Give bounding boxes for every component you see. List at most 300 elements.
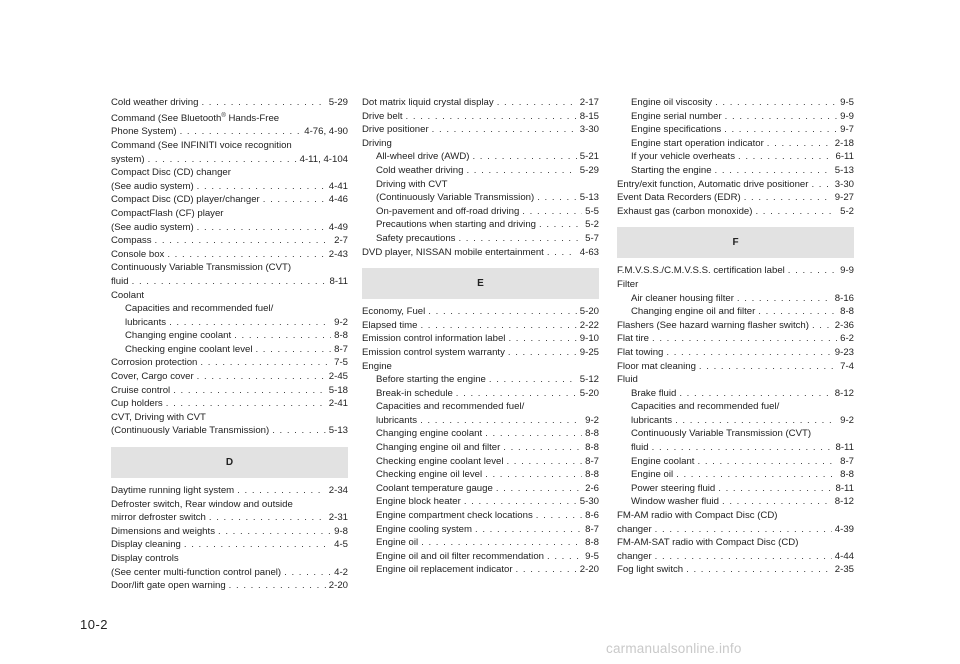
- entry-text: Engine: [362, 360, 392, 372]
- index-entry: [617, 278, 854, 292]
- index-subentry: [617, 427, 854, 454]
- entry-text: Engine oil: [376, 537, 419, 549]
- dot-leader: [472, 150, 576, 164]
- page-reference[interactable]: 6-2: [840, 333, 854, 345]
- dot-leader: [724, 123, 837, 137]
- page-reference[interactable]: 8-8: [585, 537, 599, 549]
- entry-text-line: [617, 509, 854, 523]
- entry-line: [111, 153, 348, 167]
- entry-text-line: [362, 360, 599, 374]
- entry-line: [376, 205, 599, 219]
- entry-text: Engine oil and oil filter recommendation: [376, 550, 544, 562]
- index-subentry: [617, 482, 854, 496]
- index-subentry: [362, 441, 599, 455]
- page-reference[interactable]: 2-20: [579, 564, 599, 576]
- dot-leader: [715, 164, 832, 178]
- entry-text: Capacities and recommended fuel/: [631, 401, 780, 413]
- entry-line: [111, 193, 348, 207]
- dot-leader: [420, 319, 576, 333]
- dot-leader: [155, 234, 332, 248]
- entry-line: [125, 343, 348, 357]
- entry-text: Flat towing: [617, 346, 664, 358]
- entry-text: Corrosion protection: [111, 357, 198, 369]
- entry-text: Air cleaner housing filter: [631, 292, 734, 304]
- entry-text: (See center multi-function control panel): [111, 566, 282, 578]
- entry-line: [376, 164, 599, 178]
- entry-text: Compact Disc (CD) player/changer: [111, 194, 260, 206]
- entry-text: CVT, Driving with CVT: [111, 411, 206, 423]
- entry-line: [111, 384, 348, 398]
- entry-line: [631, 110, 854, 124]
- dot-leader: [539, 218, 582, 232]
- page-reference[interactable]: 3-30: [579, 124, 599, 136]
- page-reference[interactable]: 8-11: [835, 442, 854, 454]
- entry-text: Coolant temperature gauge: [376, 482, 493, 494]
- entry-line: [376, 441, 599, 455]
- entry-text: Safety precautions: [376, 232, 456, 244]
- index-subentry: [617, 400, 854, 427]
- entry-text: (See audio system): [111, 221, 194, 233]
- entry-text: FM-AM-SAT radio with Compact Disc (CD): [617, 537, 799, 549]
- page-reference[interactable]: 4-5: [334, 539, 348, 551]
- entry-text: Cruise control: [111, 384, 171, 396]
- entry-text: Event Data Recorders (EDR): [617, 192, 741, 204]
- page-reference[interactable]: 5-5: [585, 205, 599, 217]
- index-entry: [617, 346, 854, 360]
- page-reference[interactable]: 2-36: [834, 319, 854, 331]
- page-reference[interactable]: 8-12: [834, 387, 854, 399]
- entry-line: [376, 550, 599, 564]
- page-reference[interactable]: 5-13: [834, 164, 854, 176]
- dot-leader: [421, 536, 582, 550]
- page-reference[interactable]: 5-20: [579, 387, 599, 399]
- entry-line: [376, 495, 599, 509]
- entry-text-line: [125, 302, 348, 316]
- entry-line: [362, 246, 599, 260]
- index-entry: [111, 484, 348, 498]
- entry-text-line: [111, 166, 348, 180]
- entry-text: Dot matrix liquid crystal display: [362, 97, 494, 108]
- entry-text: Checking engine coolant level: [125, 343, 253, 355]
- entry-text: Checking engine coolant level: [376, 455, 504, 467]
- page-reference[interactable]: 9-5: [585, 550, 599, 562]
- index-entry: [362, 305, 599, 319]
- entry-line: [617, 178, 854, 192]
- entry-line: [631, 305, 854, 319]
- entry-line: [631, 482, 854, 496]
- dot-leader: [686, 563, 832, 577]
- entry-line: [376, 563, 599, 577]
- index-entry: [362, 360, 599, 374]
- page-reference[interactable]: 5-29: [579, 164, 599, 176]
- dot-leader: [758, 305, 837, 319]
- page-reference[interactable]: 8-15: [579, 110, 599, 122]
- dot-leader: [722, 495, 832, 509]
- entry-text: changer: [617, 550, 652, 562]
- entry-line: [125, 316, 348, 330]
- page-reference[interactable]: 7-5: [334, 357, 348, 369]
- index-subentry: [362, 509, 599, 523]
- dot-leader: [485, 427, 582, 441]
- index-subentry: [617, 468, 854, 482]
- index-entry: [111, 110, 348, 139]
- index-subentry: [617, 164, 854, 178]
- entry-text: Continuously Variable Transmission (CVT): [111, 262, 292, 274]
- entry-line: [111, 538, 348, 552]
- index-subentry: [362, 400, 599, 427]
- entry-text: Brake fluid: [631, 387, 677, 399]
- page-reference[interactable]: 8-7: [585, 523, 599, 535]
- page-reference[interactable]: 6-11: [835, 151, 854, 163]
- page-reference[interactable]: 8-7: [334, 343, 348, 355]
- page-reference[interactable]: 2-43: [328, 248, 348, 260]
- page-reference[interactable]: 8-7: [840, 455, 854, 467]
- index-subentry: [362, 550, 599, 564]
- entry-text: Flashers (See hazard warning flasher switch): [617, 319, 809, 331]
- page-reference[interactable]: 8-7: [585, 455, 599, 467]
- entry-text: fluid: [631, 442, 649, 454]
- entry-line: [631, 164, 854, 178]
- entry-text: CompactFlash (CF) player: [111, 207, 224, 219]
- index-entry: [362, 96, 599, 110]
- entry-text-line: [631, 427, 854, 441]
- dot-leader: [201, 96, 325, 110]
- index-subentry: [111, 302, 348, 329]
- dot-leader: [497, 96, 577, 110]
- dot-leader: [547, 246, 577, 260]
- page-reference[interactable]: 8-16: [834, 292, 854, 304]
- page-reference[interactable]: 9-10: [579, 333, 599, 345]
- entry-text: Fluid: [617, 374, 638, 386]
- page-reference[interactable]: 8-12: [834, 496, 854, 508]
- dot-leader: [496, 482, 582, 496]
- entry-text: Dimensions and weights: [111, 525, 215, 537]
- dot-leader: [237, 484, 326, 498]
- entry-text: lubricants: [631, 414, 673, 426]
- entry-text: (Continuously Variable Transmission): [376, 192, 535, 204]
- page-reference[interactable]: 5-7: [585, 232, 599, 244]
- index-entry: [111, 384, 348, 398]
- entry-line: [631, 468, 854, 482]
- index-entry: [617, 319, 854, 333]
- entry-text: Engine oil replacement indicator: [376, 564, 513, 576]
- page-reference[interactable]: 2-6: [585, 482, 599, 494]
- dot-leader: [485, 468, 582, 482]
- entry-line: [376, 455, 599, 469]
- entry-line: [617, 550, 854, 564]
- dot-leader: [489, 373, 577, 387]
- index-subentry: [362, 218, 599, 232]
- index-subentry: [362, 373, 599, 387]
- page-reference[interactable]: 9-27: [834, 192, 854, 204]
- page-reference[interactable]: 2-22: [579, 319, 599, 331]
- dot-leader: [180, 125, 302, 139]
- entry-line: [111, 424, 348, 438]
- index-subentry: [617, 292, 854, 306]
- entry-text: Defroster switch, Rear window and outside: [111, 498, 293, 510]
- page-reference[interactable]: 7-4: [840, 360, 854, 372]
- page-reference[interactable]: 8-8: [334, 330, 348, 342]
- page-reference[interactable]: 9-25: [579, 346, 599, 358]
- entry-line: [362, 123, 599, 137]
- page-reference[interactable]: 5-12: [579, 374, 599, 386]
- page-reference[interactable]: 5-13: [328, 425, 348, 437]
- entry-line: [362, 96, 599, 110]
- index-subentry: [617, 387, 854, 401]
- entry-text: Drive positioner: [362, 124, 429, 136]
- page-reference[interactable]: 2-34: [328, 485, 348, 497]
- index-column-1: [111, 96, 348, 593]
- entry-text: Engine start operation indicator: [631, 137, 764, 149]
- entry-line: [111, 221, 348, 235]
- entry-text: Command (See INFINITI voice recognition: [111, 139, 292, 151]
- entry-text: Compact Disc (CD) changer: [111, 167, 231, 179]
- dot-leader: [432, 123, 577, 137]
- entry-text: Exhaust gas (carbon monoxide): [617, 205, 753, 217]
- index-subentry: [362, 178, 599, 205]
- entry-text: Cold weather driving: [376, 164, 464, 176]
- dot-leader: [715, 96, 837, 110]
- entry-line: [631, 150, 854, 164]
- dot-leader: [788, 264, 837, 278]
- entry-line: [376, 468, 599, 482]
- dot-leader: [166, 397, 326, 411]
- entry-text: Cup holders: [111, 398, 163, 410]
- index-subentry: [362, 427, 599, 441]
- page-reference[interactable]: 2-7: [334, 235, 348, 247]
- index-entry: [111, 166, 348, 193]
- entry-line: [376, 387, 599, 401]
- dot-leader: [284, 566, 331, 580]
- entry-line: [631, 441, 854, 455]
- entry-line: [362, 346, 599, 360]
- entry-text: Economy, Fuel: [362, 306, 426, 318]
- dot-leader: [428, 305, 577, 319]
- page-reference[interactable]: 4-2: [334, 566, 348, 578]
- entry-text: system): [111, 153, 145, 165]
- entry-text: Engine cooling system: [376, 523, 472, 535]
- entry-line: [376, 373, 599, 387]
- entry-line: [111, 234, 348, 248]
- index-entry: [111, 411, 348, 438]
- page-reference[interactable]: 9-8: [334, 525, 348, 537]
- entry-text: Coolant: [111, 289, 145, 301]
- index-subentry: [362, 164, 599, 178]
- entry-text: Before starting the engine: [376, 374, 486, 386]
- entry-text-line: [617, 278, 854, 292]
- page-reference[interactable]: 4-63: [579, 246, 599, 258]
- index-entry: [617, 373, 854, 387]
- index-entry: [617, 563, 854, 577]
- entry-line: [111, 525, 348, 539]
- dot-leader: [536, 509, 582, 523]
- watermark: carmanualsonline.info: [606, 641, 742, 656]
- page-reference[interactable]: 8-11: [329, 275, 348, 287]
- entry-line: [376, 509, 599, 523]
- entry-text: changer: [617, 523, 652, 535]
- page-reference[interactable]: 8-8: [840, 469, 854, 481]
- dot-leader: [169, 316, 331, 330]
- page-reference[interactable]: 8-11: [835, 482, 854, 494]
- dot-leader: [744, 191, 832, 205]
- entry-line: [617, 563, 854, 577]
- entry-line: [111, 356, 348, 370]
- page-reference[interactable]: 8-8: [585, 442, 599, 454]
- dot-leader: [255, 343, 331, 357]
- dot-leader: [655, 523, 832, 537]
- entry-line: [376, 150, 599, 164]
- index-subentry: [111, 329, 348, 343]
- entry-text: Fog light switch: [617, 564, 684, 576]
- entry-text: Phone System): [111, 126, 177, 138]
- dot-leader: [508, 332, 576, 346]
- entry-line: [376, 414, 599, 428]
- dot-leader: [167, 248, 325, 262]
- index-entry: [111, 248, 348, 262]
- dot-leader: [767, 137, 832, 151]
- page-reference[interactable]: 2-17: [579, 97, 599, 108]
- entry-text: Engine serial number: [631, 110, 722, 122]
- page-reference[interactable]: 9-9: [840, 110, 854, 122]
- index-entry: [111, 498, 348, 525]
- entry-text: Changing engine coolant: [376, 428, 483, 440]
- entry-text: (Continuously Variable Transmission): [111, 425, 270, 437]
- page-reference[interactable]: 4-46: [328, 194, 348, 206]
- dot-leader: [655, 550, 832, 564]
- entry-line: [376, 536, 599, 550]
- dot-leader: [699, 360, 837, 374]
- dot-leader: [420, 414, 582, 428]
- page-reference[interactable]: 2-35: [834, 564, 854, 576]
- dot-leader: [263, 193, 326, 207]
- page-reference[interactable]: 8-6: [585, 510, 599, 522]
- entry-line: [111, 248, 348, 262]
- index-entry: [111, 552, 348, 579]
- entry-text: lubricants: [376, 414, 418, 426]
- index-entry: [362, 346, 599, 360]
- entry-line: [617, 205, 854, 219]
- page-reference[interactable]: 4-49: [328, 221, 348, 233]
- index-subentry: [362, 482, 599, 496]
- page-reference[interactable]: 4-11, 4-104: [299, 153, 348, 165]
- page-reference[interactable]: 8-8: [585, 428, 599, 440]
- entry-text: Break-in schedule: [376, 387, 453, 399]
- entry-text: Floor mat cleaning: [617, 360, 696, 372]
- dot-leader: [503, 441, 582, 455]
- index-entry: [111, 234, 348, 248]
- page-reference[interactable]: 4-44: [834, 550, 854, 562]
- index-entry: [617, 178, 854, 192]
- page-reference[interactable]: 5-13: [579, 192, 599, 204]
- page-reference[interactable]: 2-45: [328, 371, 348, 383]
- page-reference[interactable]: 4-76, 4-90: [304, 126, 348, 138]
- index-entry: [617, 536, 854, 563]
- index-subentry: [617, 96, 854, 110]
- dot-leader: [755, 205, 837, 219]
- page-reference[interactable]: 9-2: [585, 414, 599, 426]
- entry-text: Flat tire: [617, 333, 649, 345]
- page-reference[interactable]: 5-2: [840, 205, 854, 217]
- entry-text: fluid: [111, 275, 129, 287]
- index-subentry: [362, 455, 599, 469]
- index-subentry: [362, 205, 599, 219]
- entry-text-line: [111, 261, 348, 275]
- index-entry: [617, 264, 854, 278]
- entry-line: [111, 579, 348, 593]
- entry-text: Command (See Bluetooth® Hands-Free: [111, 112, 280, 124]
- entry-line: [111, 275, 348, 289]
- dot-leader: [234, 329, 331, 343]
- page-reference[interactable]: 8-8: [840, 306, 854, 318]
- index-column-2: [362, 96, 599, 577]
- dot-leader: [652, 441, 833, 455]
- index-subentry: [362, 523, 599, 537]
- entry-line: [376, 427, 599, 441]
- page-reference[interactable]: 9-23: [834, 346, 854, 358]
- page-reference[interactable]: 3-30: [834, 178, 854, 190]
- entry-text-line: [111, 139, 348, 153]
- page-reference[interactable]: 9-2: [334, 316, 348, 328]
- entry-text: Emission control system warranty: [362, 346, 505, 358]
- page-reference[interactable]: 5-30: [579, 496, 599, 508]
- entry-text: Entry/exit function, Automatic drive positioner: [617, 178, 809, 190]
- page-reference[interactable]: 4-39: [834, 523, 854, 535]
- entry-text: Elapsed time: [362, 319, 418, 331]
- entry-text: Capacities and recommended fuel/: [376, 401, 525, 413]
- page-reference[interactable]: 5-18: [328, 384, 348, 396]
- page-reference[interactable]: 9-9: [840, 265, 854, 277]
- page-reference[interactable]: 5-21: [579, 151, 599, 163]
- entry-text: lubricants: [125, 316, 167, 328]
- entry-line: [376, 482, 599, 496]
- entry-text: Driving with CVT: [376, 178, 448, 190]
- entry-line: [617, 319, 854, 333]
- index-entry: [111, 261, 348, 288]
- entry-line: [111, 96, 348, 110]
- entry-text: Capacities and recommended fuel/: [125, 303, 274, 315]
- page-reference[interactable]: 4-41: [328, 180, 348, 192]
- entry-line: [631, 495, 854, 509]
- page-reference[interactable]: 2-18: [834, 137, 854, 149]
- page-reference[interactable]: 2-41: [328, 398, 348, 410]
- entry-text: Door/lift gate open warning: [111, 580, 226, 592]
- dot-leader: [173, 384, 326, 398]
- entry-text: Power steering fluid: [631, 482, 716, 494]
- entry-text: Driving: [362, 137, 392, 149]
- index-entry: [617, 332, 854, 346]
- page-reference[interactable]: 9-5: [840, 97, 854, 108]
- dot-leader: [666, 346, 831, 360]
- page-reference[interactable]: 5-20: [579, 306, 599, 318]
- index-subentry: [617, 137, 854, 151]
- page-reference[interactable]: 5-29: [328, 97, 348, 108]
- page-reference[interactable]: 9-2: [840, 414, 854, 426]
- entry-text: Engine coolant: [631, 455, 695, 467]
- entry-text: Changing engine oil and filter: [376, 442, 501, 454]
- page-reference[interactable]: 5-2: [585, 219, 599, 231]
- index-column-3: [617, 96, 854, 577]
- index-subentry: [362, 387, 599, 401]
- index-entry: [111, 370, 348, 384]
- page-reference[interactable]: 9-7: [840, 124, 854, 136]
- entry-text: Engine specifications: [631, 124, 722, 136]
- entry-text: Console box: [111, 248, 165, 260]
- index-entry: [111, 96, 348, 110]
- dot-leader: [738, 150, 833, 164]
- page-reference[interactable]: 2-20: [328, 580, 348, 592]
- page-reference[interactable]: 8-8: [585, 469, 599, 481]
- page-reference[interactable]: 2-31: [328, 512, 348, 524]
